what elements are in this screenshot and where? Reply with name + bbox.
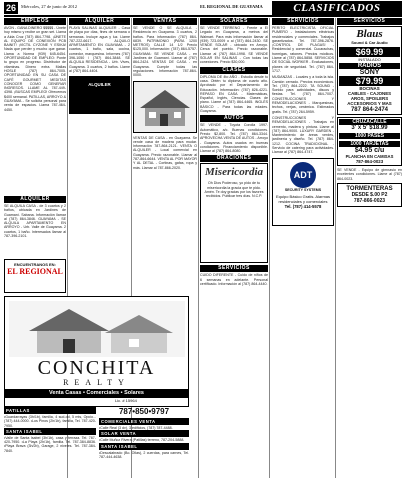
desde-price: $4.95 c/u xyxy=(354,147,385,154)
cruzacalle-label: CRUZACALLE xyxy=(339,119,400,125)
comerciales-head: COMERCIALES VENTA xyxy=(99,418,189,425)
alquiler-boxed-ad xyxy=(69,76,130,114)
blaus-aros: AROS, SPOILERS xyxy=(350,96,389,101)
solares-listings: SE VENDE TERRENO - Frente a El Legado en Guayama, a metros del Walmart. Para más información llamar al (939) 723-0009 o al (787) 864-2430. SE VENDE SOLAR - ubicado en Arroyo. Cerca del pueblo. Precio razonable. Llamar al (787) 864-1998. SE VENDE SOLAR EN SALINAS - Con todas las conexiones. Precio $30,000. xyxy=(200,26,268,65)
tormenteras-label: TORMENTERAS xyxy=(346,185,393,192)
section-header-servicios: SERVICIOS xyxy=(337,18,402,25)
adt-phone: Tel. (787) 414-5578 xyxy=(284,203,322,209)
page-date: Miércoles, 27 de junio de 2012 xyxy=(21,4,77,9)
cruzacalle-size: 3' x 5' $18.99 xyxy=(351,125,388,131)
tormenteras-phone: 787-866-0023 xyxy=(353,197,386,204)
section-header-solares: SOLARES xyxy=(200,18,268,25)
conchita-phone: 787•850•9797 xyxy=(118,407,170,416)
servicios-listings: PERITO ELECTRICISTA OFICIAL PUMERO - Instalaciones eléctricas residenciales y comerciales. Trabajos garantizados. Tel. 787-396-2876. ¡CONTROL DE PLAGAS! - Residencial y comercial. Cucarachas, hormigas, ratones. Precios módicos. Llame al (787) 864-5858. SERVICIOS DE SOCIAL WORKER - Evaluaciones, planes de seguridad. Tel. (787) 864-1717. xyxy=(272,26,334,73)
house-icon xyxy=(134,82,196,132)
house-photo-ad xyxy=(133,81,197,133)
column-alquiler xyxy=(69,18,130,295)
alquiler-box-text: ALQUILER xyxy=(88,82,111,88)
blaus-cables: CABLES - CAJONES xyxy=(347,91,392,96)
house-illustration-icon xyxy=(9,301,185,357)
column-servicios-ads xyxy=(337,18,402,478)
listings-right xyxy=(99,407,189,459)
house-ad-line: ENCUENTRANOS EN: xyxy=(14,262,56,267)
blaus-price1: $69.99 xyxy=(339,47,400,57)
adt-logo-icon: ADT xyxy=(290,162,316,188)
section-header-autos: AUTOS xyxy=(200,115,268,122)
blaus-price2: $79.99 xyxy=(339,76,400,86)
plancha-phone: 787-864-0023 xyxy=(355,159,384,164)
patillas-head: PATILLAS xyxy=(4,407,96,414)
section-header-oraciones: ORACIONES xyxy=(200,155,268,162)
section-header-empleos: EMPLEOS xyxy=(4,18,66,25)
tormenteras-desde: DESDE $.00 P2 xyxy=(351,191,388,198)
misericordia-title: Misericordia xyxy=(204,166,264,179)
blaus-sony: SONY xyxy=(359,69,380,76)
santa-isabel2-text: •Descalabrado (Bo. Ollas), 2 cuerdas, para carnes, Tel. 787-444-4638. xyxy=(99,450,189,459)
adt-ad xyxy=(272,158,334,226)
conchita-realty: REALTY xyxy=(63,378,130,387)
section-header-alquiler: ALQUILER xyxy=(4,196,66,203)
conchita-tagline: Venta Casas • Comerciales • Solares xyxy=(5,389,188,398)
blaus-phone: 787 864-2474 xyxy=(350,107,389,113)
conchita-name: CONCHITA xyxy=(37,357,156,379)
autos-listings: SE VENDE - Toyota Corolla 1997. Automático, a/c. Buenas condiciones. Precio $2,800. Tel. (787) 864-3344. APROVECHA VENTA DE AUTOS - Arroyo - Guayama. Autos usados en buenas condiciones. Financiamiento disponible. Llamar al (787) 864-8080. xyxy=(200,123,268,154)
column-servicios xyxy=(272,18,334,478)
blaus-bocinas: BOCINAS xyxy=(359,86,380,91)
tormenteras-ad xyxy=(337,183,402,207)
servicios-low-listings: CONSTRUCCIONES Y REMODELACIONES - Trabajos en cemento, madera y pintura. Llame al (787) 864-9000. LUXURY GARDEN - Mantenimiento de áreas verdes, jardinería y diseño. Tel. (787) 864-1212. COCINA TRADICIONAL - Servicio de catering para actividades. Llamar al (787) 864-4747. xyxy=(272,115,334,155)
santa-isabel2-head: SANTA ISABEL xyxy=(99,443,189,450)
adt-lines: Equipo Básico Gratis. Alarmas residenciales y comerciales xyxy=(275,193,331,204)
clases-listings: DIPLOMA DE 4to AÑO - Estudia desde tu casa. Obtén tu diploma de cuarto año. Aprobado por el Departamento de Educación. Información: (787) 826-4221. REPASO EN CASA - Matemáticas, Español, Inglés, Ciencias. Clases de piano. Llame al (787) 864-4465. INGLÉS BÁSICO - Para todas las edades. Guayama. xyxy=(200,74,268,114)
conchita-realty-ad xyxy=(4,296,189,407)
misericordia-text: Oh Dios Poderoso, yo pido de tu misericordia la gracia que te pido. Amén. Te doy gracias por los favores recibidos. Publicar tres días. N.C.P. xyxy=(204,181,264,199)
section-header-ventas: VENTAS xyxy=(133,18,197,25)
blaus-accesorios: ACCESORIOS Y MAS xyxy=(347,101,392,106)
servicios-bottom-listings: CUIDO DIFERENTE - Cuido de niños de 6 semanas en adelante. Personal certificado. Información al (787) 864-4440. xyxy=(200,273,268,287)
blaus-sub: Sound & Car Audio xyxy=(351,40,388,45)
house-ad-brand: EL REGIONAL xyxy=(7,267,63,276)
page-header xyxy=(4,2,402,17)
house-ad xyxy=(4,259,66,293)
column-rule xyxy=(198,18,199,478)
santa-isabel-head: SANTA ISABEL xyxy=(4,428,96,435)
blaus-ad xyxy=(337,26,402,115)
blaus-price1-label: INSTALADO xyxy=(358,57,381,62)
servicios-mid-listings: MUDANZAS - Locales y a toda la isla. Camión cerrado. Precios económicos. Tel. (787) 864-2222. TA SOUND - Sonido para actividades, discos y fiestas. Tel. (787) 864-7007. CONSTRUCCIONES Y REMODELACIONES - Marquesinas, techos, verjas, cerámica. Estimados gratis. Tel. (787) 264-5959. xyxy=(272,75,334,114)
section-header-alquiler: ALQUILER xyxy=(69,18,130,25)
section-header-clases: CLASES xyxy=(200,67,268,74)
ventas-listings: SE VENDE O SE ALQUILA - Residencia en Guayama. 3 cuartos, 2 baños. Para información (787) 864-6839. PATRIMONIO (PARA 1200 METROS) CALLE 14 1/2 Precio $125,000. Información: (787) 864-5757. GUAYAMA: SE VENDE CASA - en Jardines de Guamaní. Llamar al (787) 864-2424. VENTAS DE CASA - en Guayama. Cumple todas las regulaciones. Información 787-864-0000. xyxy=(133,26,197,78)
alquiler-listings: PLAYA SALINAS ALQUILER - Casa de playa por días, fines de semana o semanas. Incluye agua y luz. Llame 787-222-6617. ALQUILO APARTAMENTO EN GUAYAMA - 2 cuartos, 1 baño, sala, cocina, comedor, marquesina. Informes (787) 396-1050 / (787) 864-3848. SE ALQUILA RESIDENCIA - Urb. Vives, Guayama. 3 cuartos, 2 baños. Llame al (787) 864-4404. xyxy=(69,26,130,73)
listings-left xyxy=(4,407,96,453)
alquiler-left-listings: SE ALQUILA CASA - de 3 cuartos y 2 baños, ubicada en Jardines de Guamaní. Sabana. Información llamar al (787) 864-3846. GUAYAMA - SE ALQUILA APARTAMENTO EN ARROYO - Urb. Valle de Guayama. 2 cuartos, 1 baño. Interesados llamar al 787-396-2101. xyxy=(4,204,66,239)
santa-isabel-text: •Valle de Santa Isabel (3h/1b), casa y terraza. Tel. 787-420-7950. •La Playa (2h/1b), familia. Tel. 787-384-8836. •Playa Brava (3h/2b), Garage, 2 niveles. Tel. 787-384-7840. xyxy=(4,435,96,453)
tarjetas-label: 1000 TARJETAS xyxy=(339,141,400,147)
conchita-license: Lic. # 15964 xyxy=(115,398,137,403)
section-brand: CLASIFICADOS xyxy=(272,1,402,15)
patillas-text: •Guardarrayas (3h/1b), familia, 4 sud-dd, 5 mts, Opcio... (787) 444-0000. •Los Pinos (2h/1b), familia, Tel. 787-420-7950. xyxy=(4,415,96,428)
pases-label: 1000 PASES xyxy=(339,133,400,139)
section-header-servicios: SERVICIOS xyxy=(200,265,268,272)
misericordia-ad xyxy=(200,163,268,263)
cruzacalle-ad xyxy=(337,117,402,166)
column-alquiler-left xyxy=(4,196,66,258)
blaus-radios: RADIOS xyxy=(339,63,400,69)
comerciales-text: •Calle Real (3 dv), 3 edificios, (787) 787-4488. xyxy=(99,426,173,430)
empleos-listings: AVON - GANA DINERO $$$$$ - Únete hoy mismo y recibe un gran set. Llama a Aida Cruz (787) 864-7798. ¡ÚNETE AL EQUIPO DE CONEXIÓN PCB BAINIT! ¡VICTIL CYZONE Y ESIKA! Nada que perder y mucho que ganar. Llama a Norma (939) 645-6454. OPORTUNIDAD DE EMPLEO: Ponte tu grupo en progreso. Distributor de vitaminas. Dinero extra. Mallas HOSLE (787) 864-7005. OPORTUNIDAD EN SU CASA DE CAFÉ GOURMET MEDITAS CONOCER COMO GENERAR INGRESOS. LLAME AL 787-449-4398. ¡BUSCAS EMPLEO! Ofrecemos $400 semanal. PATILLAS, ARROYO & GUAYAMA - Se solicita personal para venta de espacios. Llama 787-464-4450. xyxy=(4,26,66,112)
right-lower-listings: SE VENDE - Equipo de gimnasio en excelentes condiciones. Llame al (787) 864-0023. xyxy=(337,168,402,181)
conchita-listings xyxy=(4,407,189,478)
newspaper-name: EL REGIONAL DE GUAYAMA xyxy=(200,4,263,9)
column-solares xyxy=(200,18,268,478)
plancha-label: PLANCHA EN CAMISAS xyxy=(345,154,394,159)
column-rule xyxy=(335,18,336,478)
solar-text: •Calle Muñoz Rivera (Patillas) terreno, 787-204-5888. xyxy=(99,438,185,443)
blaus-name: Blaus xyxy=(356,28,383,40)
solar-head: SOLAR VENTA xyxy=(99,430,189,437)
column-rule xyxy=(269,18,270,478)
adt-sub: SECURITY SYSTEMS xyxy=(284,187,322,192)
ventas-lower-listings: VENTAS DE CASA - en Guayama. Se vende casa de madera para mudar. Información 787-864-2121. VENTA O ALQUILER - Local comercial en Guayama. Precio razonable. Llamar al 787-864-6644. VENTA AL POR MAYOR Y AL DETAL - Cortinas, gafas, ropa y más. Llamar al 787-866-2020. xyxy=(133,135,197,170)
page-number: 26 xyxy=(5,3,16,13)
column-ventas xyxy=(133,18,197,295)
section-header-servicios: SERVICIOS xyxy=(272,18,334,25)
